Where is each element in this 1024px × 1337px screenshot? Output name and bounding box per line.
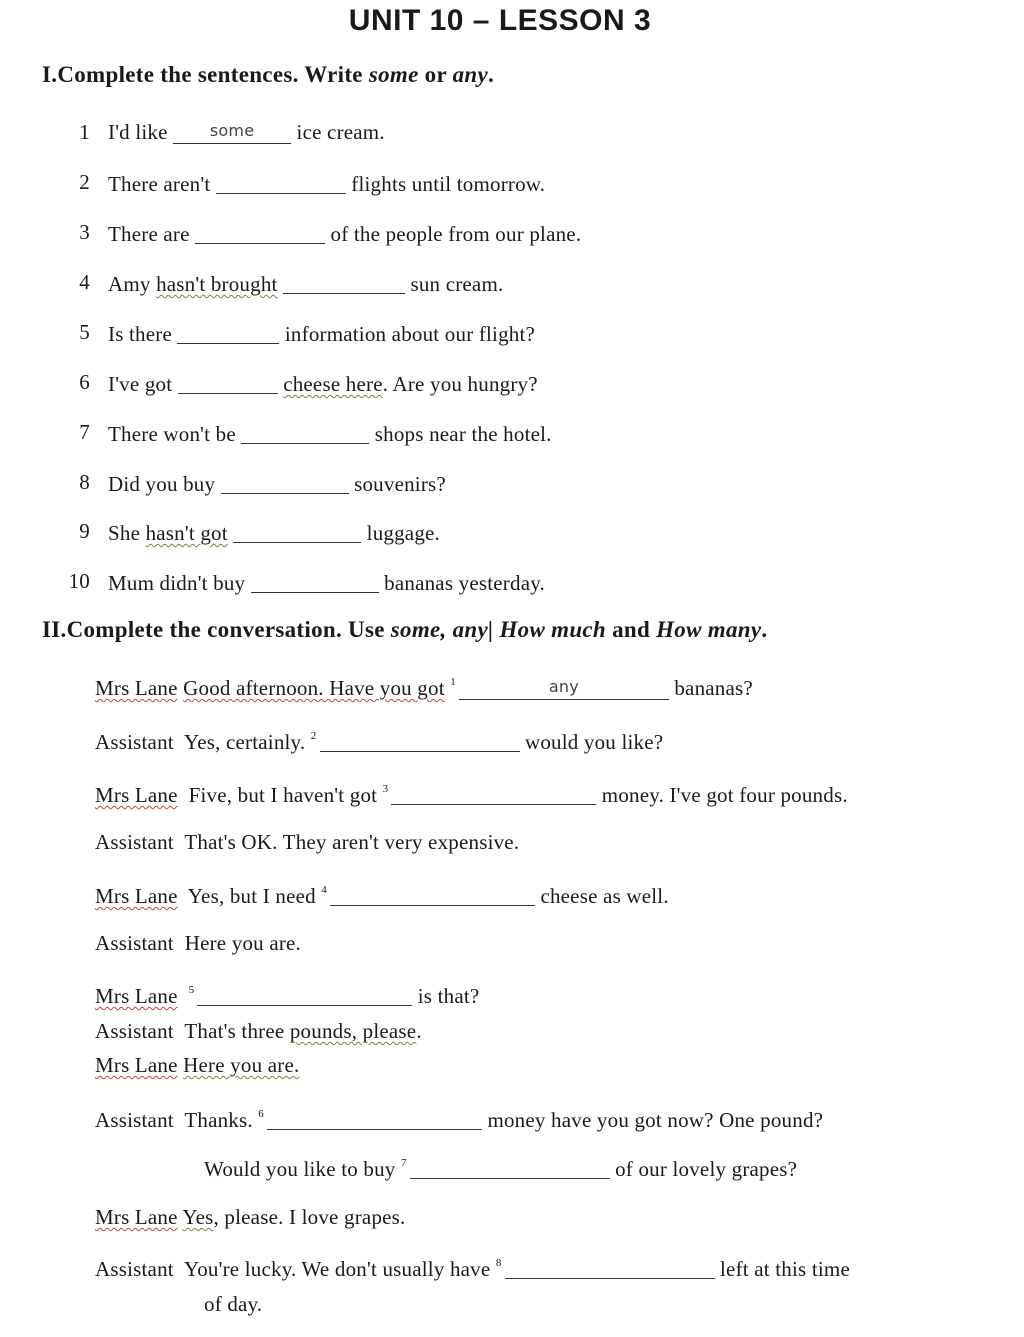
- item-number: 10: [68, 569, 90, 593]
- item-text: [108, 420, 552, 447]
- heading-period: .: [488, 62, 495, 87]
- item-text-before: She: [108, 521, 146, 545]
- section-2-roman: II.: [42, 617, 67, 642]
- answer-blank[interactable]: [233, 522, 361, 543]
- item-text-before: I'd like: [108, 120, 174, 144]
- heading-how-many: How many: [656, 617, 762, 642]
- speaker-assistant: Assistant: [95, 830, 174, 854]
- answer-blank-5[interactable]: [197, 985, 412, 1006]
- item-text: [108, 519, 440, 546]
- item-text-before: Did you buy: [108, 472, 221, 496]
- answer-blank[interactable]: [216, 173, 346, 194]
- conversation-line-6: [95, 931, 301, 956]
- item-number: 6: [79, 370, 90, 394]
- speaker-assistant: Assistant: [95, 1108, 174, 1132]
- conversation-line-4: [95, 830, 519, 855]
- item-number: 8: [79, 470, 90, 494]
- section-1-heading: [42, 62, 494, 88]
- item-text: [108, 220, 581, 247]
- conversation-line-10: [95, 1106, 823, 1133]
- line-text: cheese as well.: [540, 884, 669, 908]
- blank-number: 4: [321, 884, 327, 896]
- conversation-line-14: [204, 1292, 262, 1317]
- blank-number: 1: [450, 676, 456, 688]
- speaker-mrs-lane: Mrs Lane: [95, 884, 178, 908]
- heading-word-any: any: [452, 62, 489, 87]
- blank-number: 3: [382, 783, 389, 795]
- heading-2-period: .: [761, 617, 768, 642]
- heading-word-some: some: [368, 62, 419, 87]
- conversation-line-2: [95, 728, 663, 755]
- item-text: I've got cheese here. Are you hungry?: [108, 372, 538, 396]
- item-text-after: of the people from our plane.: [325, 222, 582, 246]
- item-number: 3: [79, 220, 90, 244]
- item-number: 2: [79, 170, 90, 194]
- item-underlined-text: hasn't got: [145, 521, 228, 545]
- answer-blank[interactable]: [178, 373, 278, 394]
- line-text: Would you like to buy: [204, 1157, 396, 1181]
- item-text-before: Is there: [108, 322, 178, 346]
- conversation-line-7: [95, 982, 479, 1009]
- item-text-before: Amy: [108, 272, 157, 296]
- conversation-line-5: [95, 882, 669, 909]
- item-number: 7: [79, 420, 90, 444]
- speaker-mrs-lane: Mrs Lane: [95, 1053, 178, 1077]
- line-text: Thanks.: [184, 1108, 253, 1132]
- section-2-heading: [42, 617, 767, 643]
- page-title: UNIT 10 – LESSON 3: [348, 4, 652, 37]
- conversation-line-1: [95, 676, 753, 701]
- heading-how-much: How much: [499, 617, 607, 642]
- item-text-before: There are: [108, 222, 196, 246]
- section-1-roman: I.: [42, 62, 58, 87]
- answer-blank-2[interactable]: [320, 731, 520, 752]
- item-text-after: souvenirs?: [348, 472, 446, 496]
- line-text: bananas?: [674, 676, 753, 700]
- speaker-assistant: Assistant: [95, 1257, 174, 1281]
- section-2-heading-text: Complete the conversation. Use: [66, 617, 391, 642]
- answer-blank-3[interactable]: [391, 784, 596, 805]
- heading-words-some-any: some, any: [390, 617, 489, 642]
- answer-text: some: [209, 121, 255, 140]
- line-text: Yes, certainly.: [183, 730, 306, 754]
- conversation-line-8: [95, 1019, 422, 1044]
- answer-blank[interactable]: [241, 423, 369, 444]
- conversation-line-3: [95, 781, 848, 808]
- item-text-before: There aren't: [108, 172, 216, 196]
- section-1-heading-text: Complete the sentences. Write: [57, 62, 369, 87]
- blank-number: 7: [400, 1157, 407, 1169]
- item-text: [108, 320, 535, 347]
- line-text: Good afternoon. Have you got: [183, 676, 445, 700]
- heading-and: and: [606, 617, 657, 642]
- blank-number: 8: [495, 1257, 502, 1269]
- answer-blank[interactable]: [221, 473, 349, 494]
- heading-separator: |: [488, 617, 500, 642]
- answer-blank-7[interactable]: [410, 1158, 610, 1179]
- conversation-line-12: [95, 1205, 406, 1230]
- item-number: 1: [79, 120, 90, 144]
- line-text: of our lovely grapes?: [615, 1157, 798, 1181]
- speaker-assistant: Assistant: [95, 931, 174, 955]
- item-text-after: flights until tomorrow.: [345, 172, 546, 196]
- line-text: left at this time: [720, 1257, 850, 1281]
- conversation-line-11: [204, 1155, 797, 1182]
- item-text-before: There won't be: [108, 422, 242, 446]
- blank-number: 2: [310, 730, 317, 742]
- answer-blank-8[interactable]: [505, 1258, 715, 1279]
- speaker-assistant: Assistant: [95, 1019, 174, 1043]
- item-text: [108, 170, 545, 197]
- line-text: money have you got now? One pound?: [487, 1108, 824, 1132]
- answer-blank[interactable]: [283, 273, 405, 294]
- blank-number: 6: [258, 1108, 264, 1120]
- item-text-after: bananas yesterday.: [378, 571, 546, 595]
- answer-blank[interactable]: [195, 223, 325, 244]
- speaker-mrs-lane: Mrs Lane: [95, 1205, 178, 1229]
- line-text: is that?: [417, 984, 480, 1008]
- answer-text: any: [548, 677, 579, 696]
- answer-blank-4[interactable]: [330, 885, 535, 906]
- line-text-underlined: pounds, please: [289, 1019, 417, 1043]
- line-text: That's OK. They aren't very expensive.: [184, 830, 520, 854]
- item-text: [108, 270, 503, 297]
- line-text: Here you are.: [184, 931, 302, 955]
- line-text: Here you are.: [183, 1053, 300, 1077]
- line-text-underlined: Yes: [182, 1205, 214, 1229]
- line-text: Five, but I haven't got: [188, 783, 378, 807]
- line-text: .: [416, 1019, 422, 1043]
- answer-blank[interactable]: [173, 123, 291, 144]
- item-text-after: information about our flight?: [279, 322, 536, 346]
- item-number: 9: [79, 519, 90, 543]
- answer-blank-1[interactable]: [459, 679, 669, 700]
- item-number: 5: [79, 320, 90, 344]
- item-underlined-text: cheese here: [283, 372, 383, 396]
- item-number: 4: [79, 270, 90, 294]
- speaker-assistant: Assistant: [95, 730, 174, 754]
- speaker-mrs-lane: Mrs Lane: [95, 984, 178, 1008]
- item-text-after: sun cream.: [405, 272, 504, 296]
- heading-word-or: or: [418, 62, 453, 87]
- line-text: money. I've got four pounds.: [601, 783, 848, 807]
- line-text: That's three: [184, 1019, 290, 1043]
- answer-blank[interactable]: [251, 572, 379, 593]
- line-text: of day.: [204, 1292, 263, 1316]
- item-text-after: ice cream.: [291, 120, 385, 144]
- item-text: [108, 470, 446, 497]
- conversation-line-9: [95, 1053, 299, 1078]
- line-text: would you like?: [524, 730, 664, 754]
- item-text: [108, 120, 385, 145]
- answer-blank[interactable]: [177, 323, 279, 344]
- item-text-before: Mum didn't buy: [108, 571, 251, 595]
- speaker-mrs-lane: Mrs Lane: [95, 676, 178, 700]
- item-text-after: luggage.: [361, 521, 440, 545]
- item-text: [108, 569, 545, 596]
- item-text-after: shops near the hotel.: [369, 422, 552, 446]
- blank-number: 5: [188, 984, 195, 996]
- conversation-line-13: [95, 1255, 850, 1282]
- speaker-mrs-lane: Mrs Lane: [95, 783, 178, 807]
- answer-blank-6[interactable]: [267, 1109, 482, 1130]
- line-text: Yes, but I need: [187, 884, 316, 908]
- item-underlined-text: hasn't brought: [156, 272, 278, 296]
- line-text: You're lucky. We don't usually have: [183, 1257, 491, 1281]
- item-text-before: I've got: [108, 372, 178, 396]
- line-text: , please. I love grapes.: [213, 1205, 406, 1229]
